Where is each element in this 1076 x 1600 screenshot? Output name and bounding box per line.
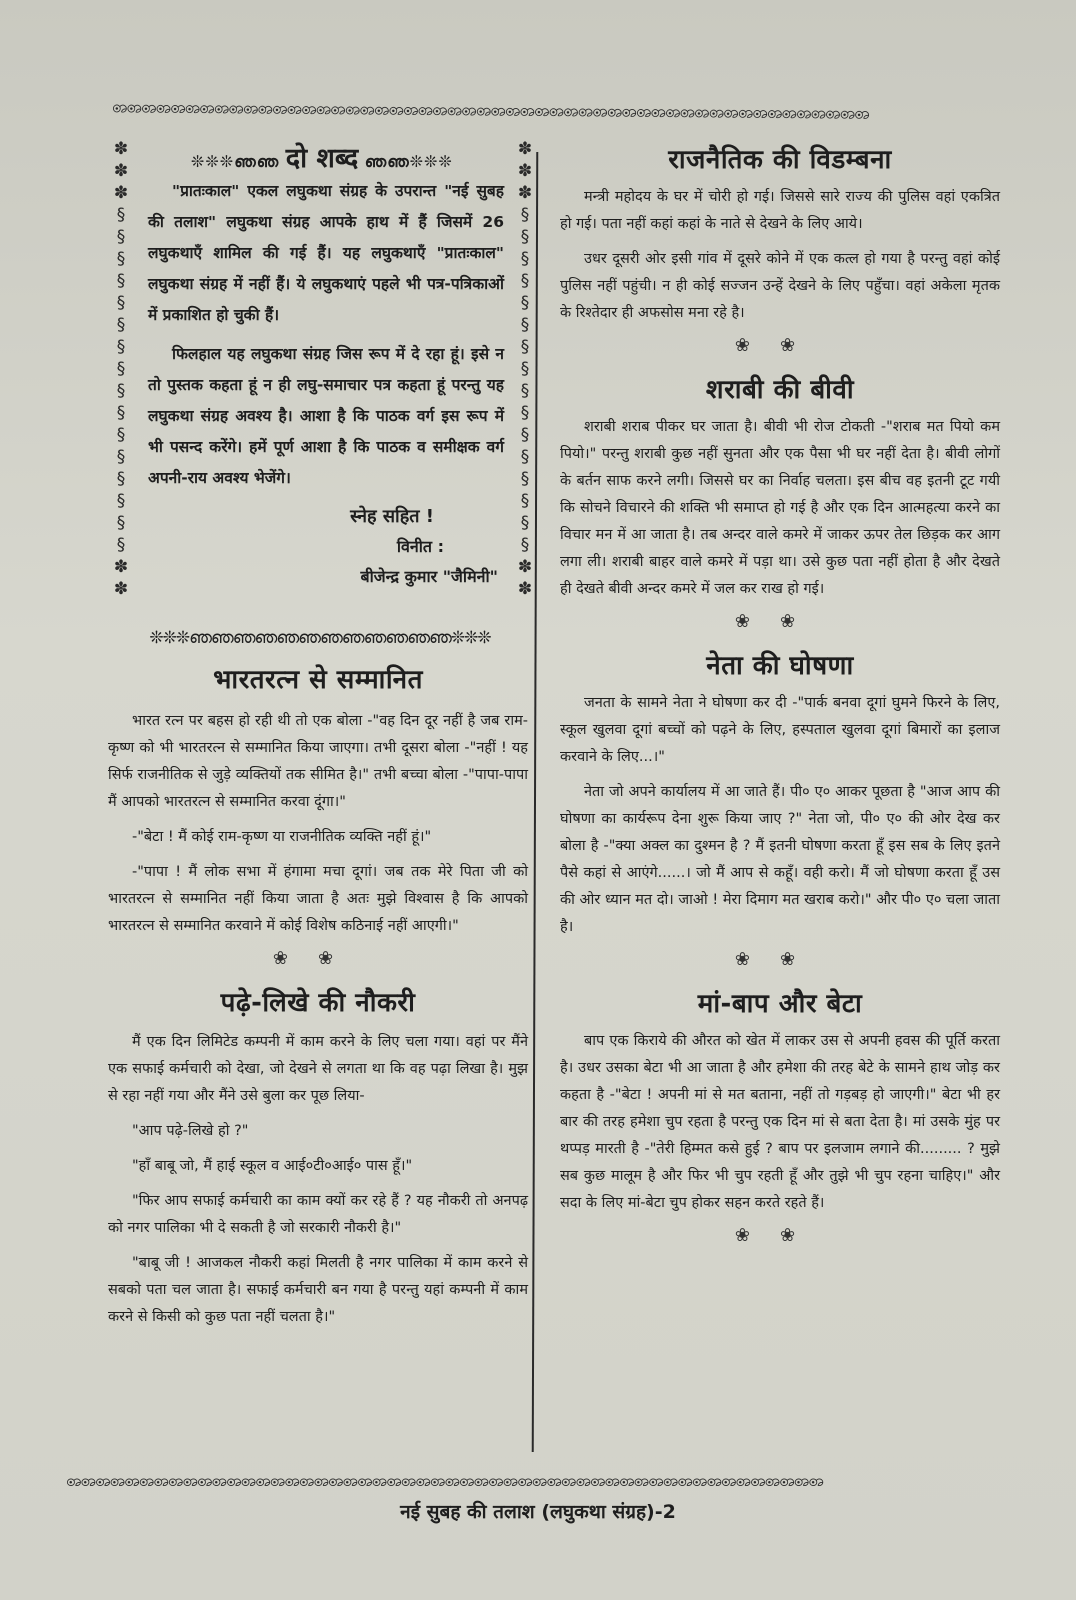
preface-title-row [112, 138, 532, 175]
story1-paragraph-2: -"बेटा ! मैं कोई राम-कृष्ण या राजनीतिक व्यक्ति नहीं हूं।" [132, 829, 432, 845]
preface-author: बीजेन्द्र कुमार "जैमिनी" [360, 567, 498, 586]
preface-body [148, 176, 504, 592]
story1-paragraph-1: भारत रत्न पर बहस हो रही थी तो एक बोला -"वह दिन दूर नहीं है जब राम-कृष्ण को भी भारतरत्न से सम्मानित किया जाएगा। तभी दूसरा बोला -"नहीं ! यह सिर्फ राजनीतिक से जुड़े व्यक्तियों तक सीमित है।" तभी बच्चा बोला -"पापा-पापा मैं आपको भारतरत्न से सम्मानित करवा दूंगा।" [108, 713, 528, 810]
top-ornamental-border: ꩨꩨꩨꩨꩨꩨꩨꩨꩨꩨꩨꩨꩨꩨꩨꩨꩨꩨꩨꩨꩨꩨꩨꩨꩨꩨꩨꩨꩨꩨꩨꩨꩨꩨꩨꩨꩨꩨꩨꩨꩨꩨꩨꩨꩨꩨꩨꩨꩨꩨꩨꩨ [111, 97, 869, 124]
story-title-neta: नेता की घोषणा [706, 651, 854, 681]
story5-paragraph-2: नेता जो अपने कार्यालय में आ जाते हैं। पी० ए० आकर पूछता है "आज आप की घोषणा का कार्यरूप देना शुरू किया जाए ?" नेता जो, पी० ए० की ओर देख कर बोला है -"क्या अक्ल का दुश्मन है ? मैं इतनी घोषणा करता हूँ इस सब के लिए इतने पैसे कहां से आएंगे......। जो मैं आप से कहूँ। वही करो। मैं जो घोषणा करता हूँ उस की ओर ध्यान मत दो। जाओ ! मेरा दिमाग मत खराब करो।" और पी० ए० चला जाता है। [560, 784, 1000, 935]
story2-paragraph-5: "बाबू जी ! आजकल नौकरी कहां मिलती है नगर पालिका में काम करने से सबको पता चल जाता है। सफाई कर्मचारी बन गया है परन्तु यहां कम्पनी में काम करने से किसी को कुछ पता नहीं चलता है।" [108, 1255, 528, 1325]
story4-paragraph-1: शराबी शराब पीकर घर जाता है। बीवी भी रोज टोकती -"शराब मत पियो कम पियो।" परन्तु शराबी कुछ नहीं सुनता और एक पैसा भी घर नहीं देता है। बीवी लोगों के बर्तन साफ करने लगी। जिससे घर का निर्वाह चलता। इस बीच वह इतनी टूट गयी कि सोचने विचारने की शक्ति भी समाप्त हो गई है और एक दिन आत्महत्या करने का विचार मन में आ जाता है। तब अन्दर वाले कमरे में जाकर ऊपर तेल छिड़क कर आग लगा ली। शराबी बाहर वाले कमरे में पड़ा था। उसे कुछ पता नहीं होता है और देखते ही देखते बीवी अन्दर कमरे में जल कर राख हो गई। [560, 419, 1000, 597]
preface-closing: विनीत : [396, 537, 444, 556]
story-separator: ❀❀ [734, 335, 826, 356]
story3-paragraph-2: उधर दूसरी ओर इसी गांव में दूसरे कोने में एक कत्ल हो गया है परन्तु वहां कोई पुलिस नहीं पहुंची। न ही कोई सज्जन उन्हें देखने के लिए पहुँचा। वहां अकेला मृतक के रिश्तेदार ही अफसोस मना रहे है। [560, 251, 1000, 321]
story6-paragraph-1: बाप एक किराये की औरत को खेत में लाकर उस से अपनी हवस की पूर्ति करता है। उधर उसका बेटा भी आ जाता है और हमेशा की तरह बेटे के सामने हाथ जोड़ कर कहता है -"बेटा ! अपनी मां से मत बताना, नहीं तो गड़बड़ हो जाएगी।" बेटा भी हर बार की तरह हमेशा चुप रहता है परन्तु एक दिन मां से बता देता है। मां उसके मुंह पर थप्पड़ मारती है -"तेरी हिम्मत कसे हुई ? बाप पर इलजाम लगाने की......... ? मुझे सब कुछ मालूम है और फिर भी चुप रहती हूँ और तुझे भी चुप रहना चाहिए।" और सदा के लिए मां-बेटा चुप होकर सहन करते रहते हैं। [560, 1033, 1000, 1211]
story2-paragraph-1: मैं एक दिन लिमिटेड कम्पनी में काम करने के लिए चला गया। वहां पर मैंने एक सफाई कर्मचारी को देखा, जो देखने से लगता था कि वह पढ़ा लिखा है। मुझ से रहा नहीं गया और मैंने उसे बुला कर पूछ लिया- [108, 1034, 528, 1104]
preface-bottom-border: ❊❊❊ഞഞഞഞഞഞഞഞഞഞഞഞ❊❊❊ [149, 628, 491, 648]
title-ornament-right: ഞഞ❊❊❊ [358, 152, 453, 171]
story-separator: ❀❀ [272, 948, 364, 969]
bottom-ornamental-border: ꩨꩨꩨꩨꩨꩨꩨꩨꩨꩨꩨꩨꩨꩨꩨꩨꩨꩨꩨꩨꩨꩨꩨꩨꩨꩨꩨꩨꩨꩨꩨꩨꩨꩨꩨꩨꩨꩨꩨꩨꩨꩨꩨꩨꩨꩨꩨꩨꩨꩨꩨꩨ [66, 1471, 823, 1491]
story-separator: ❀❀ [734, 611, 826, 632]
preface-paragraph-1: "प्रातःकाल" एकल लघुकथा संग्रह के उपरान्त "नई सुबह की तलाश" लघुकथा संग्रह आपके हाथ में हैं जिसमें 26 लघुकथाएँ शामिल की गई हैं। यह लघुकथाएँ "प्रातःकाल" लघुकथा संग्रह में नहीं हैं। ये लघुकथाएं पहले भी पत्र-पत्रिकाओं में प्रकाशित हो चुकी हैं। [148, 182, 504, 324]
left-column [108, 660, 528, 1339]
preface-right-vine: ✽ ✽ ✽ § § § § § § § § § § § § § § § § ✽ ✽ [517, 139, 533, 599]
preface-left-vine: ✽ ✽ ✽ § § § § § § § § § § § § § § § § ✽ ✽ [113, 139, 129, 599]
preface-title: दो शब्द [285, 143, 359, 174]
story3-paragraph-1: मन्त्री महोदय के घर में चोरी हो गई। जिससे सारे राज्य की पुलिस वहां एकत्रित हो गई। पता नहीं कहां कहां के नाते से देखने के लिए आये। [560, 189, 1000, 232]
story-title-maa-baap: मां-बाप और बेटा [697, 989, 863, 1019]
story-title-sharabi: शराबी की बीवी [705, 375, 855, 405]
story-title-bharatratna: भारतरत्न से सम्मानित [213, 665, 423, 695]
story2-paragraph-4: "फिर आप सफाई कर्मचारी का काम क्यों कर रहे हैं ? यह नौकरी तो अनपढ़ को नगर पालिका भी दे सकती है जो सरकारी नौकरी है।" [108, 1193, 528, 1236]
story2-paragraph-3: "हाँ बाबू जो, मैं हाई स्कूल व आई०टी०आई० पास हूँ।" [132, 1158, 413, 1174]
preface-paragraph-2: फिलहाल यह लघुकथा संग्रह जिस रूप में दे रहा हूं। इसे न तो पुस्तक कहता हूं न ही लघु-समाचार पत्र कहता हूं परन्तु यह लघुकथा संग्रह अवश्य है। आशा है कि पाठक वर्ग इस रूप में भी पसन्द करेंगे। हमें पूर्ण आशा है कि पाठक व समीक्षक वर्ग अपनी-राय अवश्य भेजेंगे। [148, 345, 504, 487]
title-ornament-left: ❊❊❊ഞഞ [191, 152, 286, 171]
story2-paragraph-2: "आप पढ़े-लिखे हो ?" [132, 1123, 249, 1139]
right-column [560, 140, 1000, 1260]
story-separator: ❀❀ [734, 949, 826, 970]
page-footer: नई सुबह की तलाश (लघुकथा संग्रह)-2 [400, 1501, 676, 1523]
preface-greeting: स्नेह सहित ! [350, 506, 434, 527]
story1-paragraph-3: -"पापा ! मैं लोक सभा में हंगामा मचा दूगां। जब तक मेरे पिता जी को भारतरत्न से सम्मानित नहीं किया जाता है अतः मुझे विश्वास है कि आपको भारतरत्न से सम्मानित करवाने में कोई विशेष कठिनाई नहीं आएगी।" [108, 864, 528, 934]
story5-paragraph-1: जनता के सामने नेता ने घोषणा कर दी -"पार्क बनवा दूगां घुमने फिरने के लिए, स्कूल खुलवा दूगां बच्चों को पढ़ने के लिए, हस्पताल खुलवा दूगां बिमारों का इलाज करवाने के लिए...।" [560, 695, 1000, 765]
story-title-padhe-likhe: पढ़े-लिखे की नौकरी [220, 988, 416, 1018]
story-title-rajnaitik: राजनैतिक की विडम्बना [668, 145, 892, 175]
story-separator: ❀❀ [734, 1225, 826, 1246]
